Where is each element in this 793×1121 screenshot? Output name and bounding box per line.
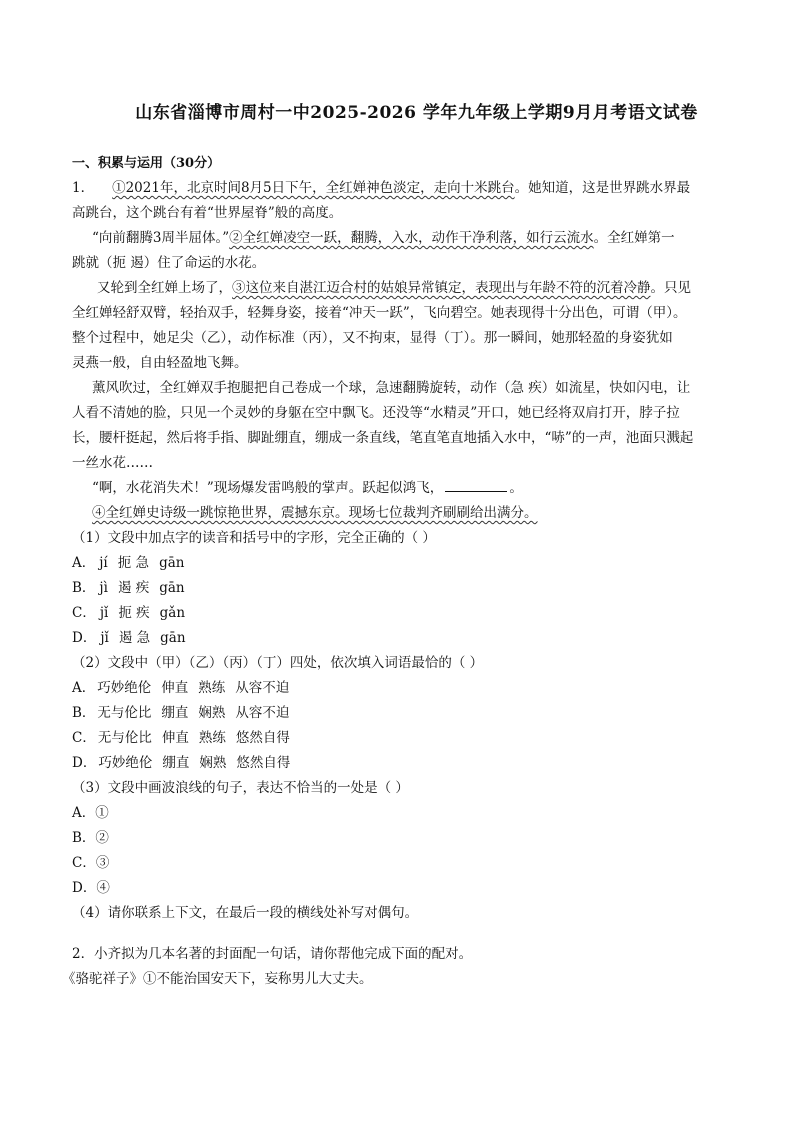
text: 。只见 [650, 280, 691, 296]
option-text: 从容不迫 [235, 705, 290, 721]
wavy-sentence-4: ④全红婵史诗级一跳惊艳世界，震撼东京。现场七位裁判齐刷刷给出满分。 [92, 505, 538, 521]
sub3-option-c[interactable] [72, 853, 109, 873]
sub3-option-a[interactable] [72, 803, 109, 823]
option-letter: A． [72, 805, 96, 821]
option-text: 娴熟 [198, 705, 226, 721]
text: “向前翻腾3周半屈体。” [92, 230, 230, 246]
option-text: 扼 急 [117, 555, 150, 571]
q1-line-1 [72, 178, 690, 198]
sub1-option-c[interactable] [72, 603, 195, 623]
option-text: gān [160, 630, 186, 646]
option-text: 遏 急 [118, 630, 151, 646]
option-text: jì [99, 580, 108, 596]
option-letter: B． [72, 705, 96, 721]
option-letter: C． [72, 855, 96, 871]
option-text: 遏 疾 [117, 580, 150, 596]
q1-line-7: 整个过程中，她足尖（乙），动作标准（丙），又不拘束，显得（丁）。那一瞬间，她那轻盈的身姿犹如 [72, 330, 673, 346]
q2-stem: 2．小齐拟为几本名著的封面配一句话，请你帮他完成下面的配对。 [72, 946, 473, 962]
option-text: 娴熟 [199, 755, 227, 771]
q1-line-3 [92, 228, 675, 248]
option-text: ④ [96, 880, 110, 896]
option-text: 悠然自得 [235, 730, 290, 746]
option-letter: C． [72, 730, 96, 746]
option-text: gān [159, 580, 185, 596]
text: 。她知道，这是世界跳水界最 [514, 180, 691, 196]
q1-line-2: 高跳台，这个跳台有着“世界屋脊”般的高度。 [72, 205, 343, 221]
sub2-option-d[interactable] [72, 753, 300, 773]
sub2-option-c[interactable] [72, 728, 300, 748]
option-text: 绷直 [162, 755, 190, 771]
q1-line-13 [92, 478, 523, 498]
sub1-option-b[interactable] [72, 578, 195, 598]
option-text: gǎn [159, 605, 186, 621]
option-text: ③ [95, 855, 110, 871]
q1-line-8: 灵燕一般，自由轻盈地飞舞。 [72, 355, 248, 371]
option-text: 巧妙绝伦 [98, 755, 153, 771]
option-text: 从容不迫 [235, 680, 290, 696]
wavy-sentence-2: ②全红婵凌空一跃，翻腾，入水，动作干净利落，如行云流水 [229, 230, 594, 246]
option-letter: C． [72, 605, 96, 621]
option-text: 伸直 [161, 680, 189, 696]
section-heading: 一、积累与运用（30分） [72, 156, 221, 171]
sub1-option-a[interactable] [72, 553, 194, 573]
wavy-sentence-1: ①2021年，北京时间8月5日下午，全红婵神色淡定，走向十米跳台 [112, 180, 515, 196]
option-text: 无与伦比 [97, 705, 152, 721]
option-text: 扼 疾 [118, 605, 150, 621]
text: 。 [509, 480, 523, 496]
sub4-stem: （4）请你联系上下文，在最后一段的横线处补写对偶句。 [72, 905, 419, 921]
option-text: ① [95, 805, 109, 821]
sub2-option-b[interactable] [72, 703, 299, 723]
option-text: jí [99, 555, 108, 571]
q1-line-11: 长，腰杆挺起，然后将手指、脚趾绷直，绷成一条直线，笔直笔直地插入水中，“哧”的一声，池面只溅起 [72, 430, 694, 446]
sub2-option-a[interactable] [72, 678, 299, 698]
sub3-option-d[interactable] [72, 878, 110, 898]
option-text: jǐ [99, 605, 109, 621]
option-text: 熟练 [198, 730, 226, 746]
q1-line-10: 人看不清她的脸，只见一个灵妙的身躯在空中飘飞。还没等“水精灵”开口，她已经将双肩打开，脖子拉 [72, 405, 680, 421]
q1-line-6: 全红婵轻舒双臂，轻抬双手，轻舞身姿，接着“冲天一跃”，飞向碧空。她表现得十分出色，可谓（甲）。 [72, 305, 687, 321]
option-letter: D． [72, 630, 97, 646]
option-text: 伸直 [161, 730, 189, 746]
text: 又轮到全红婵上场了， [97, 280, 232, 296]
option-text: 无与伦比 [97, 730, 152, 746]
option-letter: A． [72, 555, 96, 571]
sub2-stem: （2）文段中（甲）（乙）（丙）（丁）四处，依次填入词语最恰的（ ） [72, 655, 484, 671]
sub3-stem: （3）文段中画波浪线的句子，表达不恰当的一处是（ ） [72, 780, 409, 796]
option-text: ② [95, 830, 109, 846]
option-text: jǐ [100, 630, 109, 646]
text: 。全红婵第一 [593, 230, 675, 246]
option-letter: B． [72, 830, 96, 846]
option-letter: A． [72, 680, 96, 696]
text: “啊，水花消失术！”现场爆发雷鸣般的掌声。跃起似鸿飞， [92, 480, 444, 496]
sub3-option-b[interactable] [72, 828, 109, 848]
q1-line-14 [92, 503, 538, 523]
option-text: 绷直 [161, 705, 189, 721]
q1-line-4: 跳就（扼 遏）住了命运的水花。 [72, 255, 266, 271]
wavy-sentence-3: ③这位来自湛江迈合村的姑娘异常镇定，表现出与年龄不符的沉着冷静 [232, 280, 651, 296]
q1-line-9: 薰风吹过，全红婵双手抱腿把自己卷成一个球，急速翻腾旋转，动作（急 疾）如流星，快如闪电，让 [92, 380, 691, 396]
option-letter: D． [72, 880, 97, 896]
answer-blank[interactable] [445, 479, 507, 492]
option-letter: D． [72, 755, 97, 771]
question-number: 1． [72, 180, 95, 196]
document-title: 山东省淄博市周村一中2025-2026 学年九年级上学期9月月考语文试卷 [135, 103, 698, 123]
option-text: 巧妙绝伦 [97, 680, 152, 696]
option-letter: B． [72, 580, 96, 596]
q1-line-12: 一丝水花…… [72, 455, 153, 471]
sub1-option-d[interactable] [72, 628, 196, 648]
sub1-stem: （1）文段中加点字的读音和括号中的字形，完全正确的（ ） [72, 530, 436, 546]
option-text: 熟练 [198, 680, 226, 696]
q2-line-1: 《骆驼祥子》①不能治国安天下，妄称男儿大丈夫。 [62, 971, 373, 987]
option-text: 悠然自得 [236, 755, 291, 771]
option-text: gān [159, 555, 185, 571]
q1-line-5 [97, 278, 691, 298]
